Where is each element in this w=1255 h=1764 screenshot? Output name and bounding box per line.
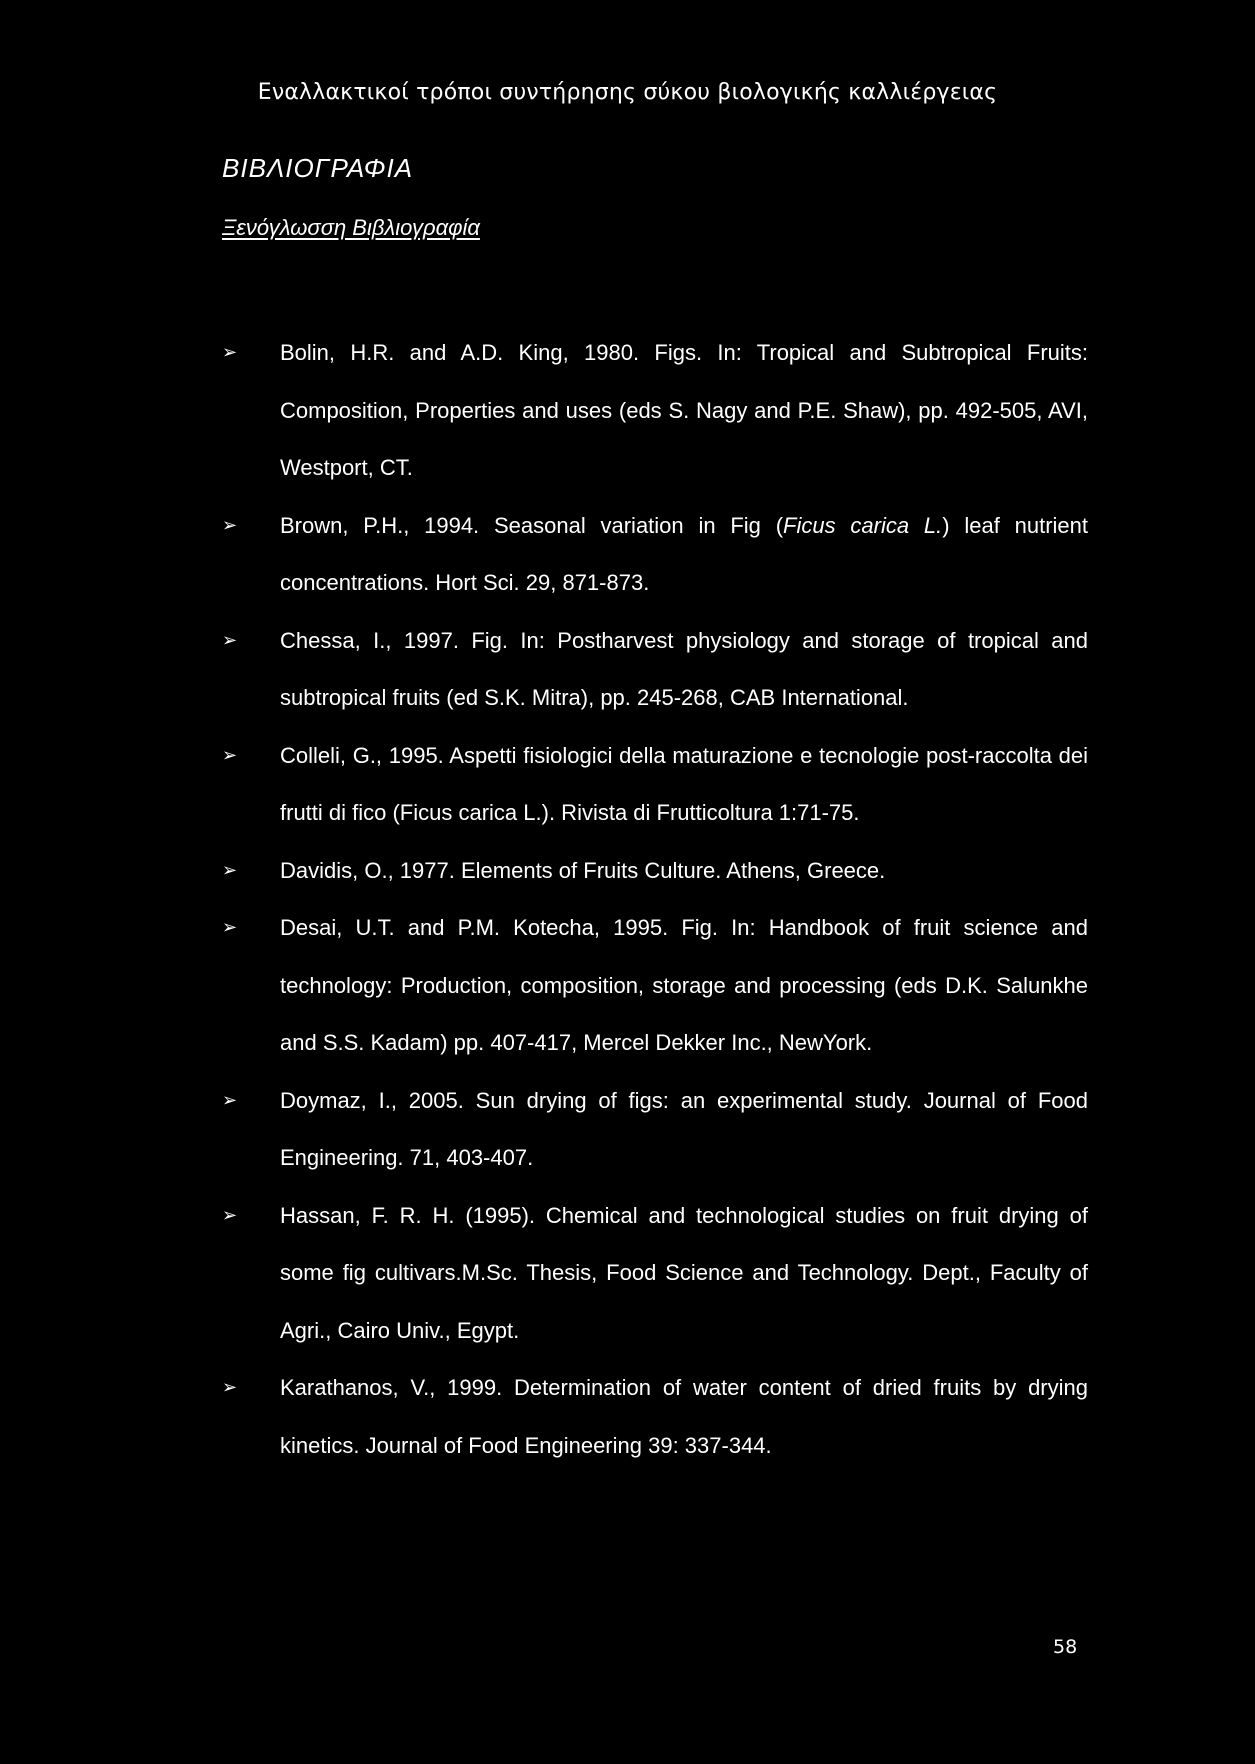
reference-item: [222, 497, 1088, 612]
reference-item: [222, 324, 1088, 497]
reference-item: [222, 1187, 1088, 1360]
arrow-bullet-icon: ➢: [222, 1377, 238, 1398]
reference-item: [222, 1072, 1088, 1187]
reference-text: Colleli, G., 1995. Aspetti fisiologici della maturazione e tecnologie post-raccolta dei frutti di fico (Ficus carica L.). Rivista di Frutticoltura 1:71-75.: [280, 742, 1088, 825]
reference-text: Chessa, I., 1997. Fig. In: Postharvest physiology and storage of tropical and subtropical fruits (ed S.K. Mitra), pp. 245-268, CAB International.: [280, 627, 1088, 710]
reference-text: [280, 513, 1088, 596]
subsection-title: Ξενόγλωσση Βιβλιογραφία: [222, 215, 480, 240]
reference-text-part: Brown, P.H., 1994. Seasonal variation in Fig (: [280, 512, 784, 538]
reference-text: Davidis, O., 1977. Elements of Fruits Culture. Athens, Greece.: [280, 857, 886, 883]
reference-text: Bolin, H.R. and A.D. King, 1980. Figs. In: Tropical and Subtropical Fruits: Composition, Properties and uses (eds S. Nagy and P.E. Shaw), pp. 492-505, AVI, Westport, CT.: [280, 340, 1088, 480]
arrow-bullet-icon: ➢: [222, 1204, 238, 1226]
arrow-bullet-icon: ➢: [222, 917, 238, 938]
reference-item: [222, 727, 1088, 842]
reference-item: [222, 842, 1088, 900]
arrow-bullet-icon: ➢: [222, 859, 238, 881]
species-name: Ficus carica L.: [783, 512, 943, 538]
arrow-bullet-icon: ➢: [222, 514, 238, 536]
reference-text-part: ) leaf nutrient concentrations. Hort Sci. 29, 871-873.: [280, 512, 1088, 595]
reference-text: Karathanos, V., 1999. Determination of water content of dried fruits by drying kinetics. Journal of Food Engineering 39: 337-344.: [280, 1375, 1088, 1458]
arrow-bullet-icon: ➢: [222, 1089, 238, 1111]
reference-item: [222, 899, 1088, 1072]
reference-text: Desai, U.T. and P.M. Kotecha, 1995. Fig. In: Handbook of fruit science and technology: Production, composition, storage and processing (eds D.K. Salunkhe and S.S. Kadam) pp. 407-417, Mercel Dekker Inc., NewYork.: [280, 915, 1088, 1055]
reference-list: [222, 324, 1088, 1474]
reference-item: [222, 612, 1088, 727]
arrow-bullet-icon: ➢: [222, 629, 238, 651]
running-header: Εναλλακτικοί τρόποι συντήρησης σύκου βιολογικής καλλιέργειας: [257, 80, 998, 105]
reference-text: Hassan, F. R. H. (1995). Chemical and technological studies on fruit drying of some fig cultivars.M.Sc. Thesis, Food Science and Technology. Dept., Faculty of Agri., Cairo Univ., Egypt.: [280, 1202, 1088, 1343]
reference-text: Doymaz, I., 2005. Sun drying of figs: an experimental study. Journal of Food Engineering. 71, 403-407.: [280, 1087, 1088, 1170]
arrow-bullet-icon: ➢: [222, 342, 238, 363]
section-title: ΒΙΒΛΙΟΓΡΑΦΙΑ: [222, 153, 414, 183]
reference-item: [222, 1359, 1088, 1474]
arrow-bullet-icon: ➢: [222, 744, 238, 766]
page-number: 58: [1053, 1636, 1078, 1658]
